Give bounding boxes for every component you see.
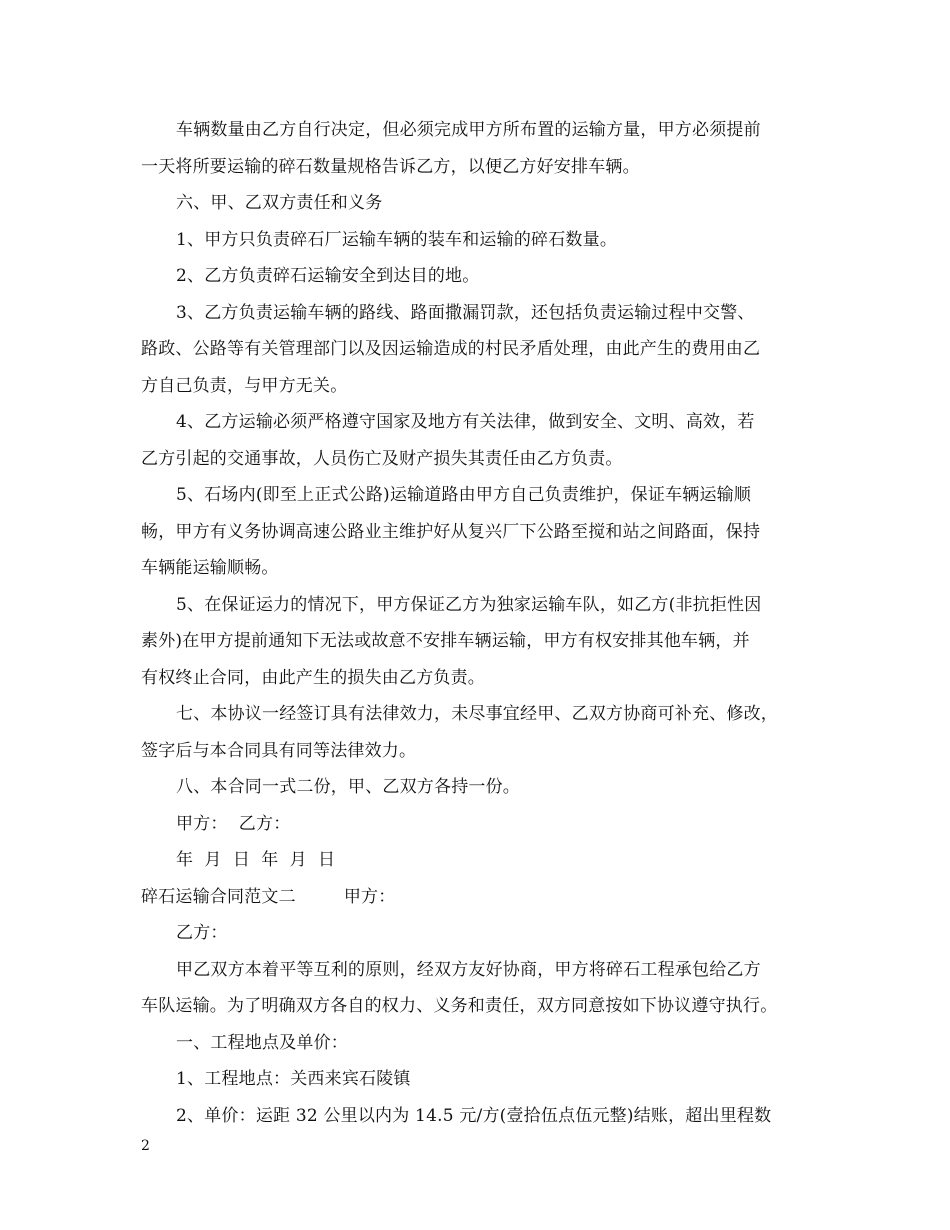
paragraph-line: 路政、公路等有关管理部门以及因运输造成的村民矛盾处理，由此产生的费用由乙	[141, 339, 761, 359]
paragraph-line: 八、本合同一式二份，甲、乙双方各持一份。	[176, 777, 520, 797]
paragraph-line: 2、乙方负责碎石运输安全到达目的地。	[176, 266, 480, 286]
page-number: 2	[141, 1138, 150, 1154]
paragraph-line: 5、石场内(即至上正式公路)运输道路由甲方自己负责维护，保证车辆运输顺	[176, 485, 752, 505]
section-heading: 一、工程地点及单价：	[176, 1032, 348, 1053]
sample-title: 碎石运输合同范文二	[141, 886, 296, 907]
paragraph-line: 4、乙方运输必须严格遵守国家及地方有关法律，做到安全、文明、高效，若	[176, 412, 755, 432]
body-text	[141, 112, 809, 1134]
paragraph-line: 1、甲方只负责碎石厂运输车辆的装车和运输的碎石数量。	[176, 229, 618, 250]
paragraph-line: 车辆能运输顺畅。	[141, 558, 279, 578]
paragraph-line: 甲乙双方本着平等互利的原则，经双方友好协商，甲方将碎石工程承包给乙方	[176, 959, 761, 980]
sample-title-line	[141, 879, 809, 916]
section-heading: 六、甲、乙双方责任和义务	[176, 193, 383, 213]
paragraph-line: 畅，甲方有义务协调高速公路业主维护好从复兴厂下公路至搅和站之间路面，保持	[141, 521, 761, 542]
signature-date: 年 月 日 年 月 日	[176, 850, 336, 870]
party-a-label: 甲方：	[343, 886, 396, 907]
signature-parties: 甲方： 乙方：	[176, 813, 291, 834]
paragraph-line: 车队运输。为了明确双方各自的权力、义务和责任，双方同意按如下协议遵守执行。	[141, 996, 778, 1016]
paragraph-line: 乙方引起的交通事故，人员伤亡及财产损失其责任由乙方负责。	[141, 448, 623, 469]
paragraph-line: 签字后与本合同具有同等法律效力。	[141, 740, 417, 761]
paragraph-line: 一天将所要运输的碎石数量规格告诉乙方，以便乙方好安排车辆。	[141, 156, 640, 177]
paragraph-line: 2、单价：运距 32 公里以内为 14.5 元/方(壹拾伍点伍元整)结账，超出里程数	[176, 1105, 772, 1126]
paragraph-line: 方自己负责，与甲方无关。	[141, 375, 348, 396]
paragraph-line: 3、乙方负责运输车辆的路线、路面撒漏罚款，还包括负责运输过程中交警、	[176, 302, 755, 323]
paragraph-line: 有权终止合同，由此产生的损失由乙方负责。	[141, 667, 485, 688]
paragraph-line: 素外)在甲方提前通知下无法或故意不安排车辆运输，甲方有权安排其他车辆，并	[141, 631, 750, 651]
paragraph-line: 5、在保证运力的情况下，甲方保证乙方为独家运输车队，如乙方(非抗拒性因	[176, 594, 762, 615]
paragraph-line: 七、本协议一经签订具有法律效力，未尽事宜经甲、乙双方协商可补充、修改，	[176, 704, 778, 724]
paragraph-line: 1、工程地点：关西来宾石陵镇	[176, 1069, 411, 1089]
party-b-label: 乙方：	[176, 923, 228, 943]
paragraph-line: 车辆数量由乙方自行决定，但必须完成甲方所布置的运输方量，甲方必须提前	[176, 120, 761, 140]
